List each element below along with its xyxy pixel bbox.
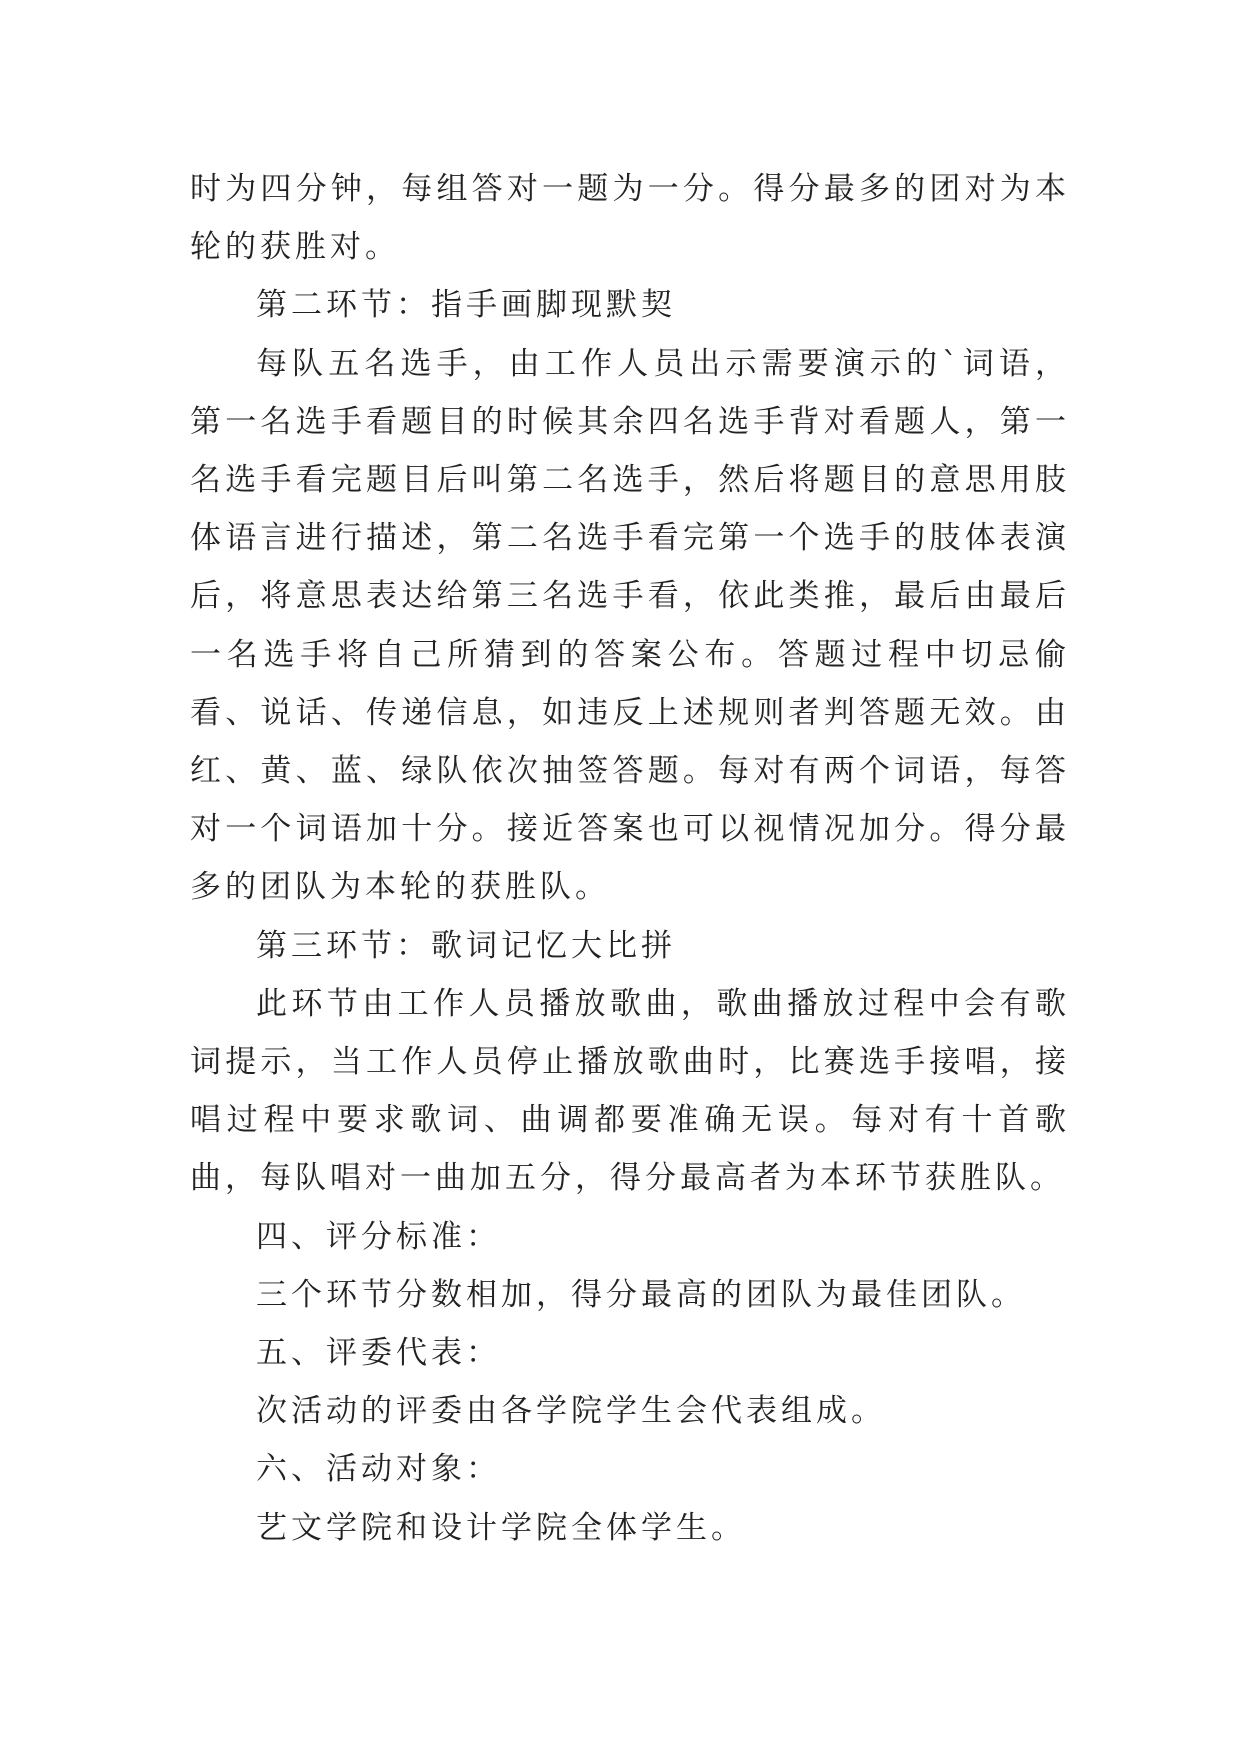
paragraph-round-two-rules: 每队五名选手，由工作人员出示需要演示的`词语，第一名选手看题目的时候其余四名选手背对看题人，第一名选手看完题目后叫第二名选手，然后将题目的意思用肢体语言进行描述，第二名选手看完第一个选手的肢体表演后，将意思表达给第三名选手看，依此类推，最后由最后一名选手将自己所猜到的答案公布。答题过程中切忌偷看、说话、传递信息，如违反上述规则者判答题无效。由红、黄、蓝、绿队依次抽签答题。每对有两个词语，每答对一个词语加十分。接近答案也可以视情况加分。得分最多的团队为本轮的获胜队。 bbox=[190, 345, 1070, 906]
paragraph-continuation: 时为四分钟，每组答对一题为一分。得分最多的团对为本轮的获胜对。 bbox=[190, 171, 1070, 266]
document-body bbox=[190, 160, 1070, 1557]
paragraph-round-three-rules: 此环节由工作人员播放歌曲，歌曲播放过程中会有歌词提示，当工作人员停止播放歌曲时，比赛选手接唱，接唱过程中要求歌词、曲调都要准确无误。每对有十首歌曲，每队唱对一曲加五分，得分最高者为本环节获胜队。 bbox=[190, 985, 1070, 1197]
paragraph-participants: 艺文学院和设计学院全体学生。 bbox=[256, 1509, 746, 1546]
section-heading-judges: 五、评委代表： bbox=[256, 1335, 501, 1372]
section-heading-round-three: 第三环节：歌词记忆大比拼 bbox=[256, 927, 676, 964]
section-heading-round-two: 第二环节：指手画脚现默契 bbox=[256, 287, 676, 324]
section-heading-participants: 六、活动对象： bbox=[256, 1451, 501, 1488]
paragraph-scoring: 三个环节分数相加，得分最高的团队为最佳团队。 bbox=[256, 1276, 1026, 1313]
paragraph-judges: 次活动的评委由各学院学生会代表组成。 bbox=[256, 1393, 886, 1430]
section-heading-scoring: 四、评分标准： bbox=[256, 1218, 501, 1255]
